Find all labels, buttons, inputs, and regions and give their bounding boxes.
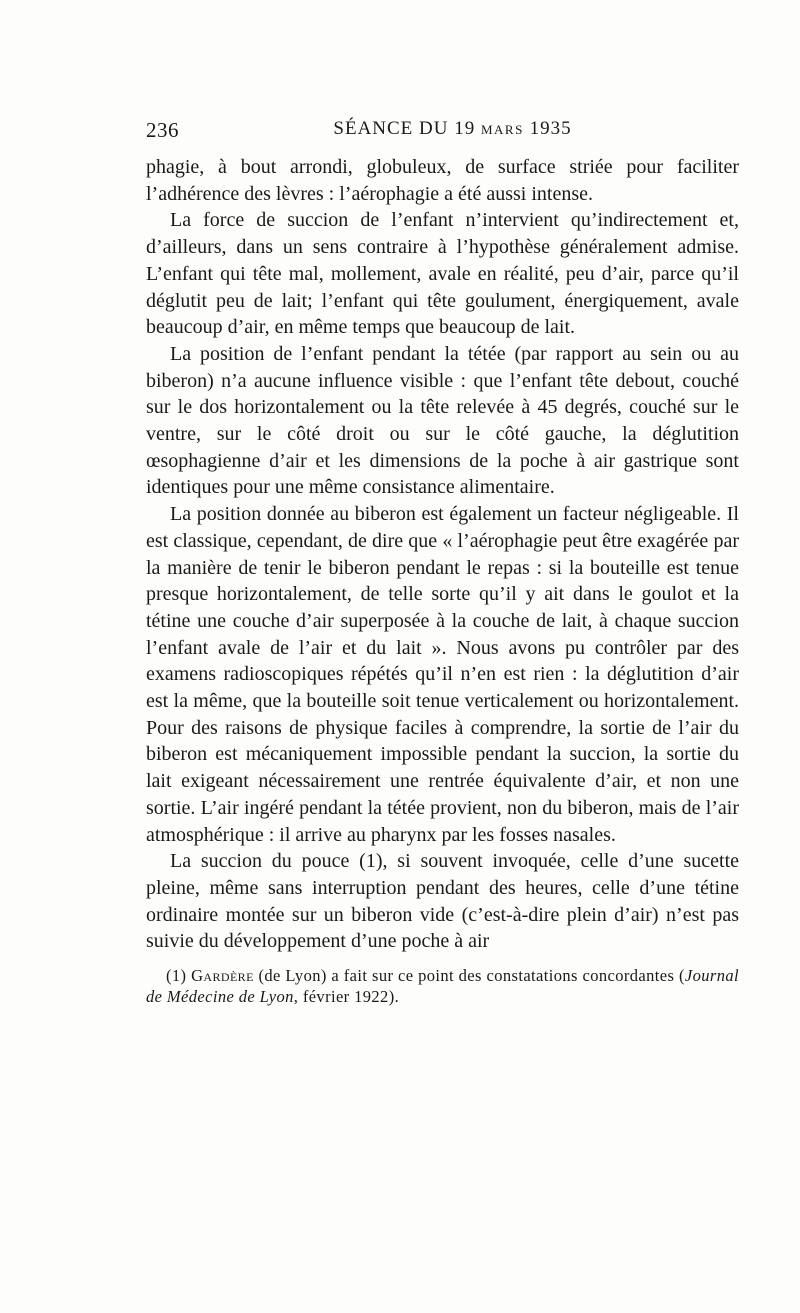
body-text (146, 154, 739, 955)
paragraph: La force de succion de l’enfant n’intervient qu’indirectement et, d’ailleurs, dans un sens contraire à l’hypothèse généralement admise. L’enfant qui tête mal, mollement, avale en réalité, peu d’air, parce qu’il déglutit peu de lait; l’enfant qui tête goulument, énergiquement, avale beaucoup d’air, en même temps que beaucoup de lait. (146, 209, 739, 339)
paragraph: La position de l’enfant pendant la tétée (par rapport au sein ou au biberon) n’a aucune influence visible : que l’enfant tête debout, couché sur le dos horizontalement ou la tête relevée à 45 degrés, couché sur le ventre, sur le côté droit ou sur le côté gauche, la déglutition œsophagienne d’air et les dimensions de la poche à air gastrique sont identiques pour une même consistance alimentaire. (146, 342, 739, 499)
header-title-month: mars (480, 118, 524, 139)
document-page (146, 118, 739, 1007)
footnote-marker: (1) (166, 966, 192, 986)
page-number: 236 (146, 118, 179, 142)
footnote-text-end: , février 1922). (293, 987, 400, 1007)
header-title-year: 1935 (523, 118, 572, 139)
running-header (146, 118, 739, 154)
header-title-prefix: SÉANCE DU 19 (333, 118, 481, 139)
footnote (146, 965, 739, 1007)
paragraph: La succion du pouce (1), si souvent invoquée, celle d’une sucette pleine, même sans interruption pendant des heures, celle d’une tétine ordinaire montée sur un biberon vide (c’est-à-dire plein d’air) n’est pas suivie du développement d’une poche à air (146, 850, 739, 953)
header-title (146, 118, 739, 140)
footnote-journal: Journal de Médecine de Lyon (146, 966, 740, 1007)
footnote-text (146, 965, 739, 1007)
footnote-text-middle: (de Lyon) a fait sur ce point des constatations concordantes ( (253, 966, 685, 986)
paragraph: La position donnée au biberon est également un facteur négligeable. Il est classique, cependant, de dire que « l’aérophagie peut être exagérée par la manière de tenir le biberon pendant le repas : si la bouteille est tenue presque horizontalement, de telle sorte qu’il y ait dans le goulot et la tétine une couche d’air superposée à la couche de lait, à chaque succion l’enfant avale de l’air et du lait ». Nous avons pu contrôler par des examens radioscopiques répétés qu’il n’en est rien : la déglutition d’air est la même, que la bouteille soit tenue verticalement ou horizontalement. Pour des raisons de physique faciles à comprendre, la sortie de l’air du biberon est mécaniquement impossible pendant la succion, la sortie du lait exigeant nécessairement une rentrée équivalente d’air, et non une sortie. L’air ingéré pendant la tétée provient, non du biberon, mais de l’air atmosphérique : il arrive au pharynx par les fosses nasales. (146, 503, 739, 846)
paragraph: phagie, à bout arrondi, globuleux, de surface striée pour faciliter l’adhérence des lèvres : l’aérophagie a été aussi intense. (146, 156, 739, 205)
footnote-author: Gardère (191, 966, 254, 986)
